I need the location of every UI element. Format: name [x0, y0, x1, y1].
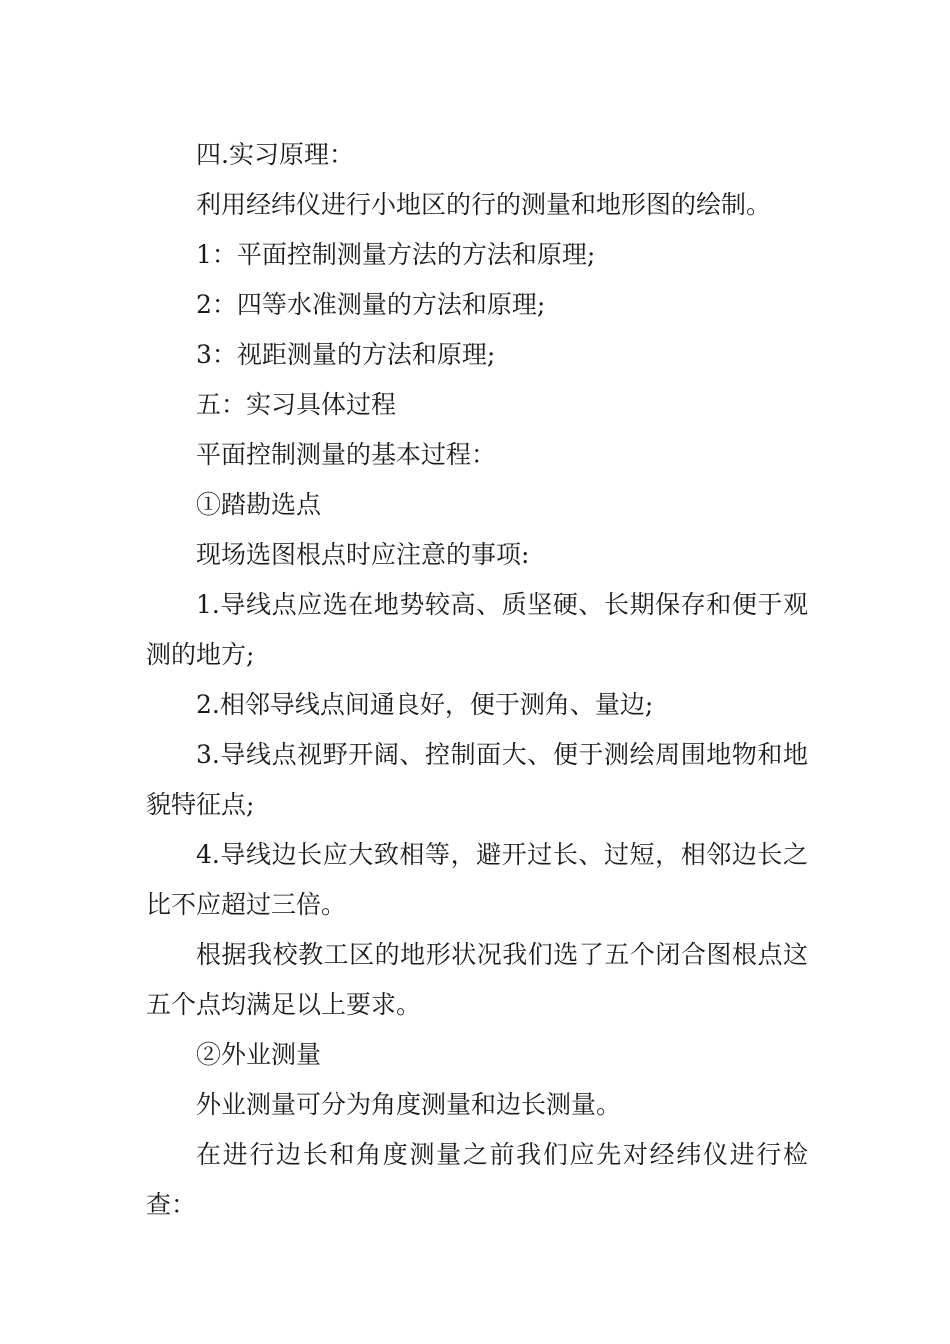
paragraph: 现场选图根点时应注意的事项: — [196, 540, 530, 569]
section-heading-principle: 四.实习原理： — [196, 140, 354, 169]
subheading-field-survey: ②外业测量 — [196, 1040, 322, 1069]
paragraph: 外业测量可分为角度测量和边长测量。 — [196, 1090, 622, 1119]
list-item: 2.相邻导线点间通良好，便于测角、量边; — [196, 690, 654, 719]
list-item: 1：平面控制测量方法的方法和原理; — [196, 240, 596, 269]
paragraph: 在进行边长和角度测量之前我们应先对经纬仪进行检查： — [146, 1140, 808, 1219]
paragraph: 平面控制测量的基本过程： — [196, 440, 497, 469]
list-item: 3：视距测量的方法和原理; — [196, 340, 496, 369]
section-heading-process: 五：实习具体过程 — [196, 390, 397, 419]
subheading-site-selection: ①踏勘选点 — [196, 490, 322, 519]
list-item: 1.导线点应选在地势较高、质坚硬、长期保存和便于观测的地方; — [146, 590, 808, 669]
document-body — [146, 130, 808, 1230]
list-item: 4.导线边长应大致相等，避开过长、过短，相邻边长之比不应超过三倍。 — [146, 840, 808, 919]
list-item: 3.导线点视野开阔、控制面大、便于测绘周围地物和地貌特征点; — [146, 740, 808, 819]
paragraph: 根据我校教工区的地形状况我们选了五个闭合图根点这五个点均满足以上要求。 — [146, 940, 808, 1019]
paragraph: 利用经纬仪进行小地区的行的测量和地形图的绘制。 — [196, 190, 772, 219]
list-item: 2：四等水准测量的方法和原理; — [196, 290, 546, 319]
